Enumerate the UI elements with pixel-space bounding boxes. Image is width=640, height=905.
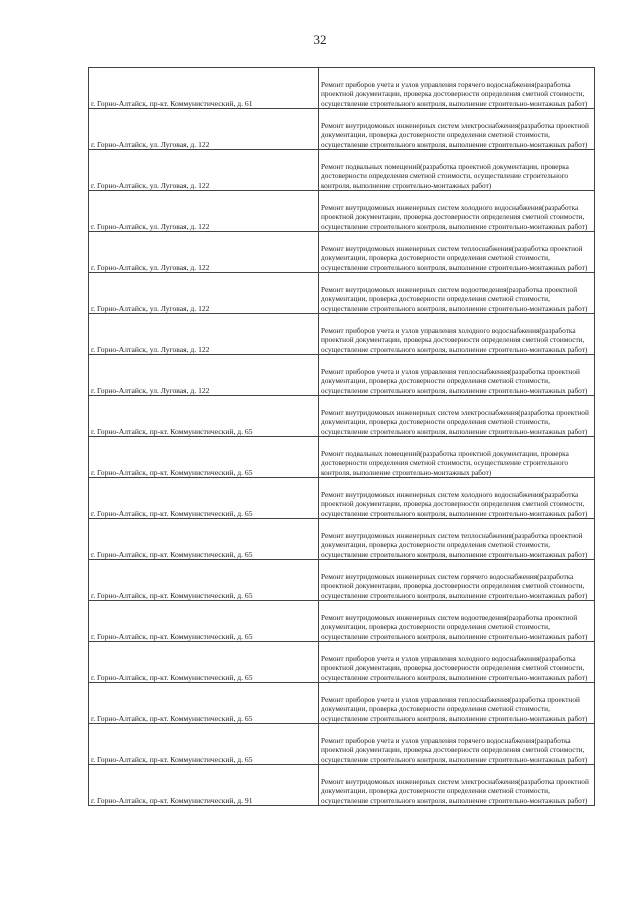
- work-description-cell: [319, 396, 595, 437]
- address-cell: г. Горно-Алтайск, ул. Луговая, д. 122: [89, 150, 319, 191]
- work-description-cell: [319, 355, 595, 396]
- address-cell: г. Горно-Алтайск, пр-кт. Коммунистический, д. 91: [89, 765, 319, 806]
- address-cell: г. Горно-Алтайск, ул. Луговая, д. 122: [89, 191, 319, 232]
- work-description-text: Ремонт внутридомовых инженерных систем водоотведения(разработка проектной документации, проверка достоверности определения сметной стоимости, осуществление строительного контроля, выполнение строительно-монтажных работ): [321, 284, 588, 313]
- address-cell: г. Горно-Алтайск, пр-кт. Коммунистический, д. 61: [89, 68, 319, 109]
- work-description-cell: [319, 478, 595, 519]
- table-row: [89, 765, 595, 806]
- table-row: [89, 642, 595, 683]
- work-description-text: Ремонт приборов учета и узлов управления теплоснабжения(разработка проектной документации, проверка достоверности определения сметной стоимости, осуществление строительного контроля, выполнение строительно-монтажных работ): [321, 366, 588, 395]
- address-cell: г. Горно-Алтайск, ул. Луговая, д. 122: [89, 273, 319, 314]
- address-cell: г. Горно-Алтайск, пр-кт. Коммунистический, д. 65: [89, 601, 319, 642]
- work-description-cell: [319, 642, 595, 683]
- work-description-cell: [319, 191, 595, 232]
- work-description-text: Ремонт внутридомовых инженерных систем электроснабжения(разработка проектной документации, проверка достоверности определения сметной стоимости, осуществление строительного контроля, выполнение строительно-монтажных работ): [321, 776, 589, 805]
- work-description-cell: [319, 601, 595, 642]
- address-cell: г. Горно-Алтайск, ул. Луговая, д. 122: [89, 109, 319, 150]
- table-row: [89, 724, 595, 765]
- table-row: [89, 355, 595, 396]
- address-cell: г. Горно-Алтайск, ул. Луговая, д. 122: [89, 355, 319, 396]
- table-row: [89, 683, 595, 724]
- work-description-cell: [319, 560, 595, 601]
- work-description-text: Ремонт подвальных помещений(разработка проектной документации, проверка достоверности определения сметной стоимости, осуществление строительного контроля, выполнение строительно-монтажных работ): [321, 448, 569, 477]
- work-description-cell: [319, 683, 595, 724]
- work-description-text: Ремонт внутридомовых инженерных систем горячего водоснабжения(разработка проектной документации, проверка достоверности определения сметной стоимости, осуществление строительного контроля, выполнение строительно-монтажных работ): [321, 571, 588, 600]
- work-description-text: Ремонт приборов учета и узлов управления холодного водоснабжения(разработка проектной документации, проверка достоверности определения сметной стоимости, осуществление строительного контроля, выполнение строительно-монтажных работ): [321, 653, 588, 682]
- works-table: [88, 67, 595, 806]
- work-description-text: Ремонт приборов учета и узлов управления горячего водоснабжения(разработка проектной документации, проверка достоверности определения сметной стоимости, осуществление строительного контроля, выполнение строительно-монтажных работ): [321, 735, 588, 764]
- work-description-cell: [319, 765, 595, 806]
- table-row: [89, 560, 595, 601]
- table-row: [89, 396, 595, 437]
- work-description-cell: [319, 519, 595, 560]
- table-row: [89, 109, 595, 150]
- work-description-cell: [319, 68, 595, 109]
- address-cell: г. Горно-Алтайск, ул. Луговая, д. 122: [89, 232, 319, 273]
- table-row: [89, 519, 595, 560]
- table-row: [89, 232, 595, 273]
- work-description-text: Ремонт приборов учета и узлов управления холодного водоснабжения(разработка проектной документации, проверка достоверности определения сметной стоимости, осуществление строительного контроля, выполнение строительно-монтажных работ): [321, 325, 588, 354]
- table-row: [89, 314, 595, 355]
- work-description-text: Ремонт внутридомовых инженерных систем теплоснабжения(разработка проектной документации, проверка достоверности определения сметной стоимости, осуществление строительного контроля, выполнение строительно-монтажных работ): [321, 243, 588, 272]
- address-cell: г. Горно-Алтайск, пр-кт. Коммунистический, д. 65: [89, 437, 319, 478]
- work-description-cell: [319, 109, 595, 150]
- work-description-text: Ремонт внутридомовых инженерных систем теплоснабжения(разработка проектной документации, проверка достоверности определения сметной стоимости, осуществление строительного контроля, выполнение строительно-монтажных работ): [321, 530, 588, 559]
- table-row: [89, 478, 595, 519]
- work-description-text: Ремонт внутридомовых инженерных систем электроснабжения(разработка проектной документации, проверка достоверности определения сметной стоимости, осуществление строительного контроля, выполнение строительно-монтажных работ): [321, 120, 589, 149]
- address-cell: г. Горно-Алтайск, пр-кт. Коммунистический, д. 65: [89, 478, 319, 519]
- work-description-cell: [319, 724, 595, 765]
- address-cell: г. Горно-Алтайск, пр-кт. Коммунистический, д. 65: [89, 519, 319, 560]
- work-description-cell: [319, 273, 595, 314]
- work-description-text: Ремонт внутридомовых инженерных систем холодного водоснабжения(разработка проектной документации, проверка достоверности определения сметной стоимости, осуществление строительного контроля, выполнение строительно-монтажных работ): [321, 202, 588, 231]
- address-cell: г. Горно-Алтайск, пр-кт. Коммунистический, д. 65: [89, 683, 319, 724]
- address-cell: г. Горно-Алтайск, пр-кт. Коммунистический, д. 65: [89, 724, 319, 765]
- work-description-text: Ремонт внутридомовых инженерных систем холодного водоснабжения(разработка проектной документации, проверка достоверности определения сметной стоимости, осуществление строительного контроля, выполнение строительно-монтажных работ): [321, 489, 588, 518]
- work-description-text: Ремонт внутридомовых инженерных систем электроснабжения(разработка проектной документации, проверка достоверности определения сметной стоимости, осуществление строительного контроля, выполнение строительно-монтажных работ): [321, 407, 589, 436]
- table-row: [89, 68, 595, 109]
- work-description-cell: [319, 314, 595, 355]
- work-description-cell: [319, 150, 595, 191]
- table-row: [89, 601, 595, 642]
- address-cell: г. Горно-Алтайск, пр-кт. Коммунистический, д. 65: [89, 396, 319, 437]
- work-description-text: Ремонт подвальных помещений(разработка проектной документации, проверка достоверности определения сметной стоимости, осуществление строительного контроля, выполнение строительно-монтажных работ): [321, 161, 569, 190]
- address-cell: г. Горно-Алтайск, пр-кт. Коммунистический, д. 65: [89, 560, 319, 601]
- work-description-cell: [319, 437, 595, 478]
- work-description-text: Ремонт приборов учета и узлов управления горячего водоснабжения(разработка проектной документации, проверка достоверности определения сметной стоимости, осуществление строительного контроля, выполнение строительно-монтажных работ): [321, 79, 588, 108]
- table-row: [89, 191, 595, 232]
- address-cell: г. Горно-Алтайск, ул. Луговая, д. 122: [89, 314, 319, 355]
- work-description-cell: [319, 232, 595, 273]
- work-description-text: Ремонт внутридомовых инженерных систем водоотведения(разработка проектной документации, проверка достоверности определения сметной стоимости, осуществление строительного контроля, выполнение строительно-монтажных работ): [321, 612, 588, 641]
- table-row: [89, 437, 595, 478]
- work-description-text: Ремонт приборов учета и узлов управления теплоснабжения(разработка проектной документации, проверка достоверности определения сметной стоимости, осуществление строительного контроля, выполнение строительно-монтажных работ): [321, 694, 588, 723]
- table-row: [89, 150, 595, 191]
- table-row: [89, 273, 595, 314]
- page-number: 32: [313, 32, 327, 47]
- works-table-body: [89, 68, 595, 806]
- address-cell: г. Горно-Алтайск, пр-кт. Коммунистический, д. 65: [89, 642, 319, 683]
